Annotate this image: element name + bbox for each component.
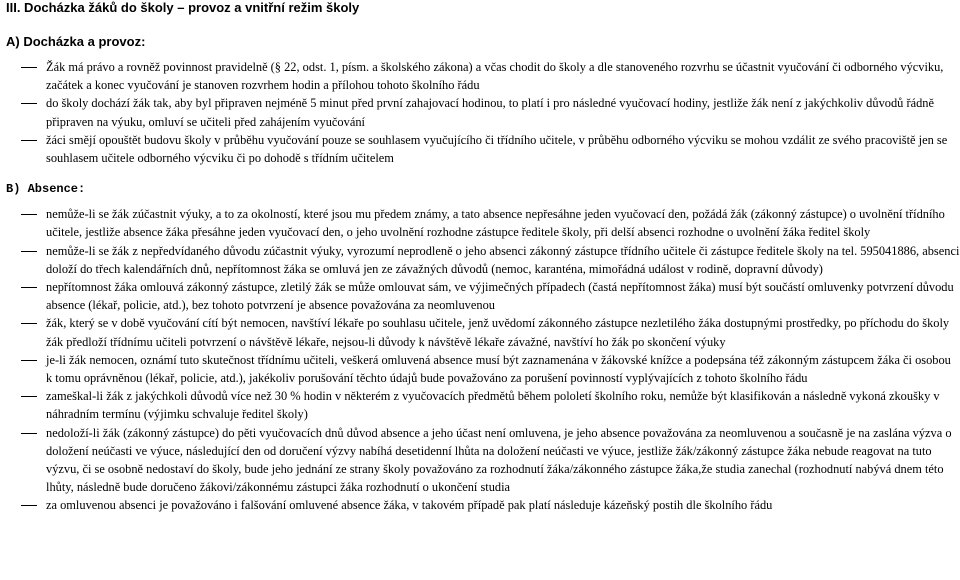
list-item-text: zameškal-li žák z jakýchkoli důvodů více než 30 % hodin v některém z vyučovacích předmětů během pololetí školního roku, nemůže být klasifikován a následně vykoná zkoušky v náhradním termínu (výjimku schvaluje ředitel školy) [46,389,940,422]
list-item-text: nepřítomnost žáka omlouvá zákonný zástupce, zletilý žák se může omlouvat sám, ve výjimečných případech (častá nepřítomnost žáka) musí být součástí omluvenky potvrzení důvodu absence (lékař, policie, atd.), bez tohoto potvrzení je absence považována za neomluvenou [46,280,954,313]
list-item-text: nemůže-li se žák zúčastnit výuky, a to za okolností, které jsou mu předem známy, a tato absence nepřesáhne jeden vyučovací den, požádá žák (zákonný zástupce) o uvolnění třídního učitele, jestliže absence žáka přesáhne jeden vyučovací den, o jeho uvolnění rozhodne zástupce ředitele školy, při delší absenci rozhodne o uvolnění žáka ředitel školy [46,207,945,240]
list-item [6,314,960,350]
list-item-text: nemůže-li se žák z nepředvídaného důvodu zúčastnit výuky, vyrozumí neprodleně o jeho absenci zákonný zástupce třídního učitele či zástupce ředitele školy na tel. 595041886, absenci doloží do třech kalendářních dnů, nepřítomnost žáka se omluvá jen ze závažných důvodů (nemoc, karanténa, mimořádná událost v rodině, dopravní důvody) [46,243,960,276]
page-heading: III. Docházka žáků do školy – provoz a vnitřní režim školy [6,0,360,15]
list-item [6,351,960,387]
section-a-title: A) Docházka a provoz: [6,34,146,49]
list-item [6,278,960,314]
list-item [6,424,960,497]
list-item-text: za omluvenou absenci je považováno i falšování omluvené absence žáka, v takovém případě pak platí následuje kázeňský postih dle školního řádu [46,498,773,513]
list-item [6,205,960,241]
list-item [6,58,960,94]
section-b-list [6,205,960,514]
list-item [6,131,960,167]
list-item-text: žák, který se v době vyučování cítí být nemocen, navštíví lékaře po souhlasu učitele, jenž uvědomí zákonného zástupce nezletilého žáka dostupnými prostředky, po příchodu do školy žák předloží třídnímu učiteli potvrzení o návštěvě lékaře, nejsou-li důvody k návštěvě lékaře závažné, navštíví ho žák po skončení výuky [46,316,950,349]
list-item [6,94,960,130]
list-item-text: Žák má právo a rovněž povinnost pravidelně (§ 22, odst. 1, písm. a školského zákona) a včas chodit do školy a dle stanoveného rozvrhu se účastnit vyučování či odborného výcviku, začátek a konec vyučování je stanoven rozvrhem hodin a přílohou tohoto školního řádu [46,60,944,93]
list-item-text: žáci smějí opouštět budovu školy v průběhu vyučování pouze se souhlasem vyučujícího či třídního učitele, v průběhu odborného výcviku se mohou vzdálit ze svého pracoviště jen se souhlasem učitele odborného výcviku či po dohodě s třídním učitelem [46,132,948,166]
list-item-text: do školy dochází žák tak, aby byl připraven nejméně 5 minut před první zahajovací hodinou, to platí i pro následné vyučovací hodiny, jestliže žák není z jakýchkoliv důvodů řádně připraven na výuku, omluví se učiteli před zahájením vyučování [46,96,934,129]
list-item [6,242,960,278]
list-item-text: je-li žák nemocen, oznámí tuto skutečnost třídnímu učiteli, veškerá omluvená absence musí být zaznamenána v žákovské knížce a podepsána též zákonným zástupcem žáka či osobou k tomu oprávněnou (lékař, policie, atd.), jakékoliv porušování těchto údajů bude považováno za porušení povinností vyplývajících z tohoto školního řádu [46,352,951,386]
list-item [6,496,960,514]
section-b-title: B) Absence: [6,182,86,197]
list-item [6,387,960,423]
list-item-text: nedoloží-li žák (zákonný zástupce) do pěti vyučovacích dnů důvod absence a jeho účast není omluvena, je jeho absence považována za neomluvenou a současně je na zaslána výzva o doložení neúčasti ve výuce, následující den od doručení výzvy nabíhá desetidenní lhůta na doložení neúčasti ve výuce, jestliže žák/zákonný zástupce žáka nebude reagovat na tuto výzvu, či se osobně nedostaví do školy, bude jeho jednání ze strany školy považováno za rozhodnutí žáka/zákonného zástupce žáka,že studia zanechal (rozhodnutí nabývá dnem této lhůty, následně bude doručeno žákovi/zákonnému zástupci žáka rozhodnutí o ukončení studia [46,425,952,495]
section-a-list [6,58,960,167]
